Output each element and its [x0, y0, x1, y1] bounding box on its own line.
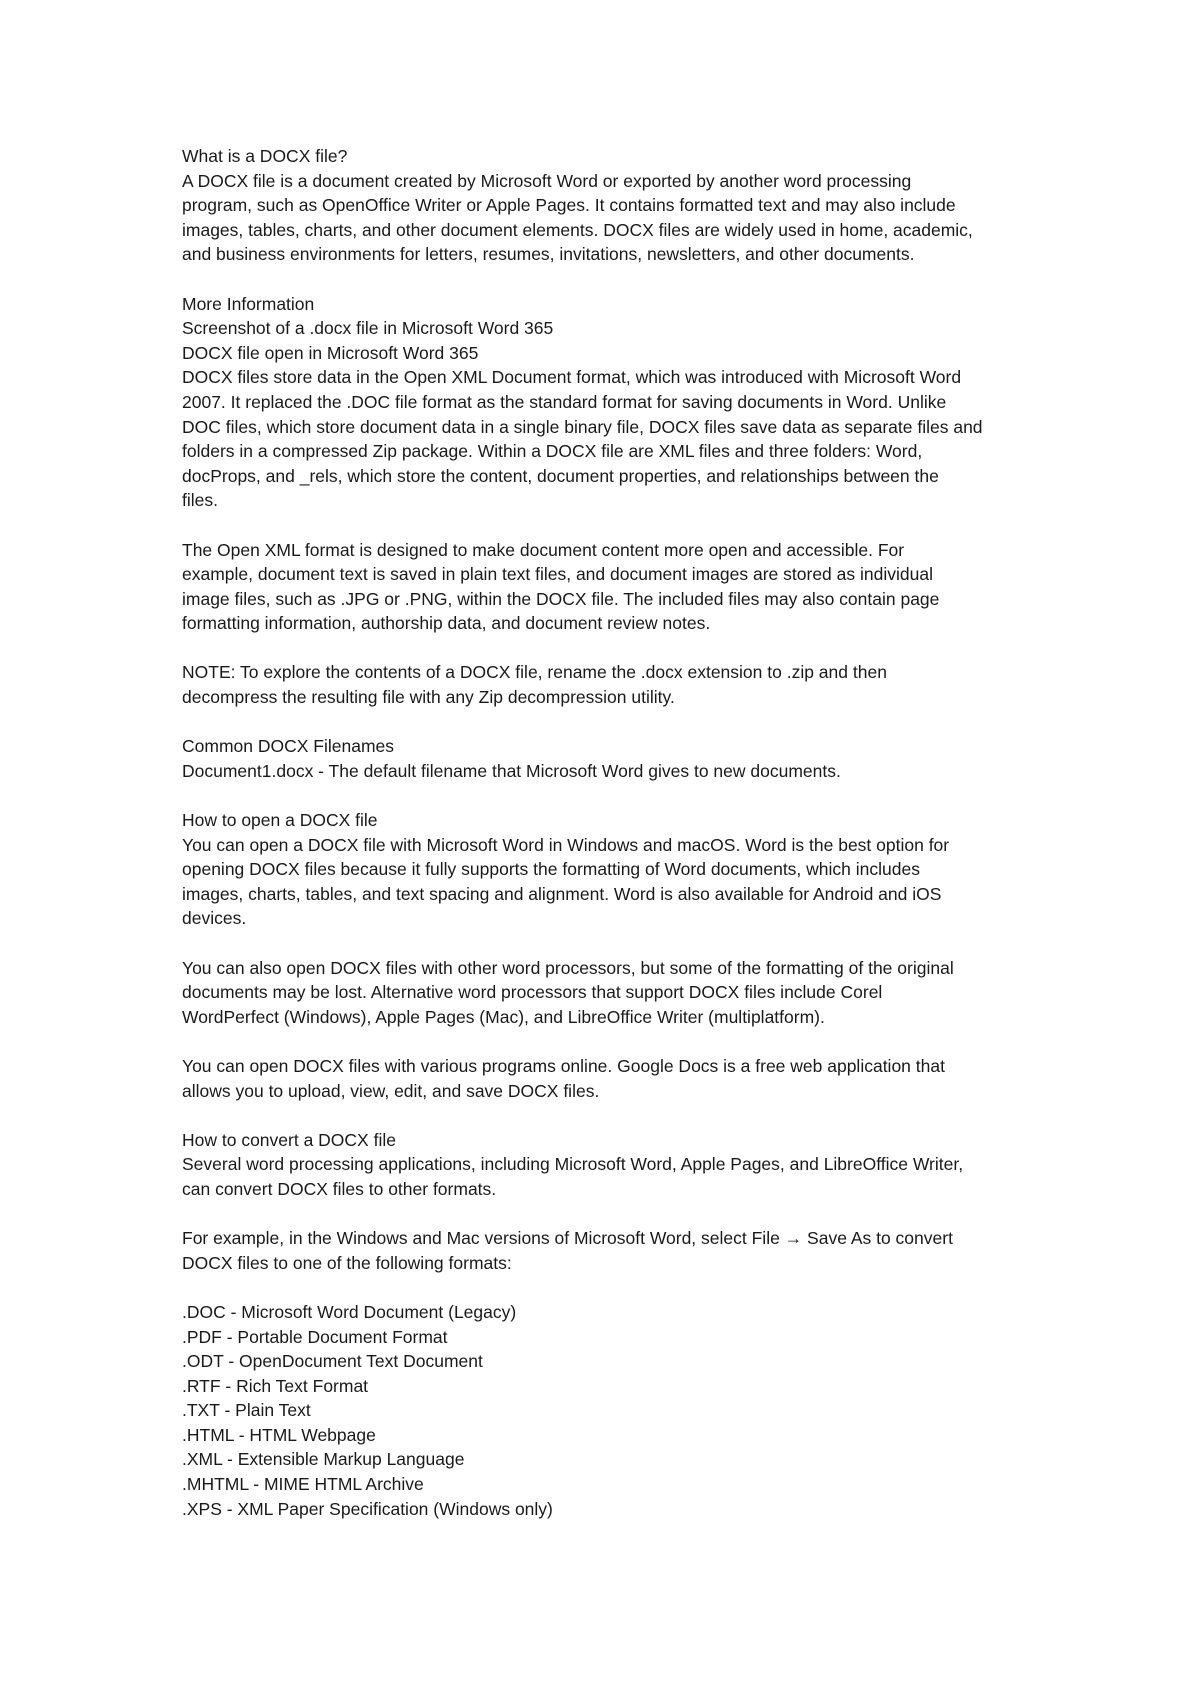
paragraph-gap	[182, 1275, 1042, 1300]
text-line: DOC files, which store document data in a single binary file, DOCX files save data as separate files and	[182, 416, 983, 437]
text-line: decompress the resulting file with any Zip decompression utility.	[182, 687, 675, 708]
text-line: files.	[182, 490, 218, 511]
paragraph-gap	[182, 636, 1042, 661]
text-line: images, charts, tables, and text spacing and alignment. Word is also available for Android and iOS	[182, 883, 942, 904]
text-line: program, such as OpenOffice Writer or Apple Pages. It contains formatted text and may also include	[182, 195, 956, 216]
text-line: opening DOCX files because it fully supports the formatting of Word documents, which includes	[182, 859, 920, 880]
how-to-convert-heading: How to convert a DOCX file	[182, 1129, 396, 1150]
text-line: example, document text is saved in plain text files, and document images are stored as individual	[182, 564, 933, 585]
list-item: .XPS - XML Paper Specification (Windows only)	[182, 1498, 553, 1519]
document-page	[182, 144, 1042, 1521]
paragraph-gap	[182, 783, 1042, 808]
how-to-convert-paragraph	[182, 1152, 1042, 1201]
paragraph-gap	[182, 931, 1042, 956]
text-line: The Open XML format is designed to make document content more open and accessible. For	[182, 539, 905, 560]
document-title: What is a DOCX file?	[182, 146, 348, 166]
text-line: DOCX files to one of the following formats:	[182, 1252, 512, 1273]
common-filenames-heading: Common DOCX Filenames	[182, 736, 394, 757]
paragraph-gap	[182, 1029, 1042, 1054]
list-item: .DOC - Microsoft Word Document (Legacy)	[182, 1301, 517, 1322]
text-line: docProps, and _rels, which store the content, document properties, and relationships between the	[182, 465, 939, 486]
text-line: and business environments for letters, resumes, invitations, newsletters, and other documents.	[182, 244, 915, 265]
text-line: documents may be lost. Alternative word processors that support DOCX files include Corel	[182, 982, 883, 1003]
list-item: .PDF - Portable Document Format	[182, 1326, 448, 1347]
paragraph-gap	[182, 1103, 1042, 1128]
text-line: WordPerfect (Windows), Apple Pages (Mac), and LibreOffice Writer (multiplatform).	[182, 1006, 825, 1027]
text-line: A DOCX file is a document created by Microsoft Word or exported by another word processing	[182, 170, 912, 191]
text-line: can convert DOCX files to other formats.	[182, 1178, 497, 1199]
list-item: .RTF - Rich Text Format	[182, 1375, 369, 1396]
text-line: For example, in the Windows and Mac versions of Microsoft Word, select File → Save As to convert	[182, 1228, 953, 1249]
more-info-paragraph	[182, 316, 1042, 513]
intro-paragraph	[182, 169, 1042, 267]
text-line: Document1.docx - The default filename that Microsoft Word gives to new documents.	[182, 760, 841, 781]
text-line: folders in a compressed Zip package. Within a DOCX file are XML files and three folders: Word,	[182, 441, 923, 462]
list-item: .HTML - HTML Webpage	[182, 1424, 376, 1445]
paragraph-gap	[182, 267, 1042, 292]
text-line: NOTE: To explore the contents of a DOCX file, rename the .docx extension to .zip and then	[182, 662, 887, 683]
text-line: image files, such as .JPG or .PNG, within the DOCX file. The included files may also contain page	[182, 588, 940, 609]
paragraph-gap	[182, 1202, 1042, 1227]
how-to-open-paragraph	[182, 833, 1042, 931]
paragraph-gap	[182, 710, 1042, 735]
text-line: You can open a DOCX file with Microsoft Word in Windows and macOS. Word is the best option for	[182, 834, 950, 855]
text-line: formatting information, authorship data, and document review notes.	[182, 613, 711, 634]
text-line: DOCX file open in Microsoft Word 365	[182, 342, 479, 363]
example-paragraph	[182, 1226, 1042, 1275]
text-line: DOCX files store data in the Open XML Document format, which was introduced with Microsoft Word	[182, 367, 962, 388]
text-line: devices.	[182, 908, 247, 929]
online-paragraph	[182, 1054, 1042, 1103]
text-line: images, tables, charts, and other document elements. DOCX files are widely used in home, academic,	[182, 219, 973, 240]
other-processors-paragraph	[182, 956, 1042, 1030]
list-item: .TXT - Plain Text	[182, 1400, 311, 1421]
note-paragraph	[182, 660, 1042, 709]
list-item: .MHTML - MIME HTML Archive	[182, 1474, 424, 1495]
open-xml-paragraph	[182, 538, 1042, 636]
list-item: .XML - Extensible Markup Language	[182, 1449, 465, 1470]
text-line: Screenshot of a .docx file in Microsoft Word 365	[182, 318, 554, 339]
list-item: .ODT - OpenDocument Text Document	[182, 1351, 483, 1372]
text-line: allows you to upload, view, edit, and save DOCX files.	[182, 1080, 600, 1101]
text-line: 2007. It replaced the .DOC file format as the standard format for saving documents in Word. Unlike	[182, 391, 947, 412]
text-line: You can open DOCX files with various programs online. Google Docs is a free web application that	[182, 1055, 945, 1076]
how-to-open-heading: How to open a DOCX file	[182, 810, 378, 831]
text-line: You can also open DOCX files with other word processors, but some of the formatting of the original	[182, 957, 954, 978]
formats-list	[182, 1300, 1042, 1521]
text-line: Several word processing applications, including Microsoft Word, Apple Pages, and LibreOffice Writer,	[182, 1154, 964, 1175]
paragraph-gap	[182, 513, 1042, 538]
more-info-heading: More Information	[182, 293, 315, 314]
